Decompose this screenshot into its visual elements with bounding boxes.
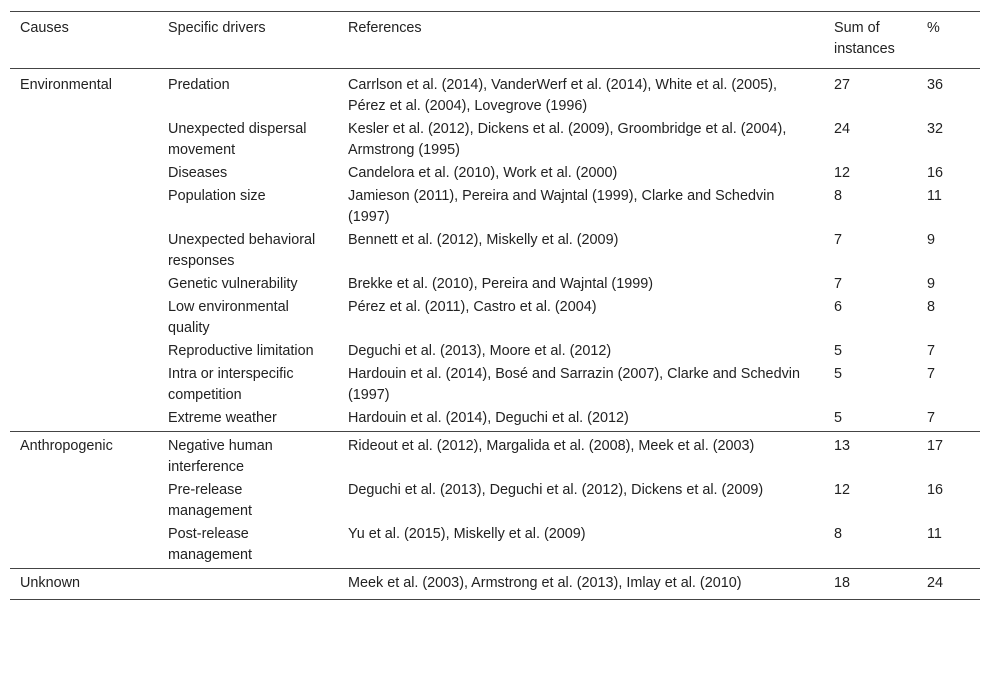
references-cell: Carrlson et al. (2014), VanderWerf et al. (2014), White et al. (2005), Pérez et al. (2004), Lovegrove (1996) xyxy=(348,77,777,114)
driver-cell: Extreme weather xyxy=(168,410,277,426)
percent-cell: 24 xyxy=(927,575,944,591)
table-row xyxy=(10,297,980,341)
sum-cell: 27 xyxy=(834,77,851,93)
driver-cell: Unexpected dispersal movement xyxy=(168,121,307,158)
references-cell: Pérez et al. (2011), Castro et al. (2004) xyxy=(348,299,597,315)
table-row xyxy=(10,69,980,120)
references-cell: Candelora et al. (2010), Work et al. (2000) xyxy=(348,165,618,181)
table-row xyxy=(10,186,980,230)
cause-cell xyxy=(10,480,158,524)
cause-cell xyxy=(10,297,158,341)
references-cell: Bennett et al. (2012), Miskelly et al. (2009) xyxy=(348,232,619,248)
driver-cell: Predation xyxy=(168,77,230,93)
sum-cell: 6 xyxy=(834,299,843,315)
references-cell: Hardouin et al. (2014), Bosé and Sarrazin (2007), Clarke and Schedvin (1997) xyxy=(348,366,800,403)
cause-cell xyxy=(10,274,158,297)
percent-cell: 7 xyxy=(927,410,936,426)
header-specific-drivers: Specific drivers xyxy=(168,20,266,36)
table-row xyxy=(10,569,980,600)
driver-cell: Diseases xyxy=(168,165,228,181)
sum-cell: 8 xyxy=(834,188,843,204)
percent-cell: 16 xyxy=(927,165,944,181)
driver-cell: Genetic vulnerability xyxy=(168,276,298,292)
driver-cell xyxy=(158,569,338,600)
table-row xyxy=(10,119,980,163)
cause-cell xyxy=(10,524,158,569)
percent-cell: 32 xyxy=(927,121,944,137)
table-row xyxy=(10,432,980,481)
cause-cell xyxy=(10,119,158,163)
header-causes: Causes xyxy=(20,20,69,36)
percent-cell: 8 xyxy=(927,299,936,315)
table-row xyxy=(10,364,980,408)
causes-table xyxy=(10,11,980,600)
sum-cell: 7 xyxy=(834,276,843,292)
table-row xyxy=(10,274,980,297)
driver-cell: Unexpected behavioral responses xyxy=(168,232,316,269)
percent-cell: 11 xyxy=(927,526,942,542)
references-cell: Hardouin et al. (2014), Deguchi et al. (2012) xyxy=(348,410,629,426)
table-row xyxy=(10,480,980,524)
percent-cell: 7 xyxy=(927,366,936,382)
cause-cell xyxy=(10,408,158,432)
header-references: References xyxy=(348,20,422,36)
references-cell: Kesler et al. (2012), Dickens et al. (2009), Groombridge et al. (2004), Armstrong (1995) xyxy=(348,121,787,158)
table-container xyxy=(10,11,980,600)
references-cell: Jamieson (2011), Pereira and Wajntal (1999), Clarke and Schedvin (1997) xyxy=(348,188,775,225)
sum-cell: 5 xyxy=(834,343,843,359)
percent-cell: 36 xyxy=(927,77,944,93)
sum-cell: 8 xyxy=(834,526,843,542)
percent-cell: 7 xyxy=(927,343,936,359)
driver-cell: Low environmental quality xyxy=(168,299,289,336)
cause-cell xyxy=(10,163,158,186)
table-row xyxy=(10,341,980,364)
table-row xyxy=(10,408,980,432)
sum-cell: 12 xyxy=(834,165,851,181)
header-row xyxy=(10,12,980,69)
references-cell: Rideout et al. (2012), Margalida et al. (2008), Meek et al. (2003) xyxy=(348,438,755,454)
driver-cell: Post-release management xyxy=(168,526,252,563)
table-row xyxy=(10,524,980,569)
percent-cell: 16 xyxy=(927,482,944,498)
cause-cell xyxy=(10,186,158,230)
driver-cell: Population size xyxy=(168,188,266,204)
sum-cell: 7 xyxy=(834,232,843,248)
driver-cell: Reproductive limitation xyxy=(168,343,314,359)
driver-cell: Negative human interference xyxy=(168,438,273,475)
cause-cell xyxy=(10,230,158,274)
header-percent: % xyxy=(927,20,940,36)
sum-cell: 18 xyxy=(834,575,851,591)
table-row xyxy=(10,163,980,186)
references-cell: Meek et al. (2003), Armstrong et al. (2013), Imlay et al. (2010) xyxy=(348,575,742,591)
cause-cell xyxy=(10,341,158,364)
driver-cell: Intra or interspecific competition xyxy=(168,366,294,403)
header-sum-of-instances: Sum of instances xyxy=(834,20,895,57)
percent-cell: 17 xyxy=(927,438,944,454)
sum-cell: 12 xyxy=(834,482,851,498)
sum-cell: 5 xyxy=(834,366,843,382)
sum-cell: 24 xyxy=(834,121,851,137)
table-row xyxy=(10,230,980,274)
percent-cell: 11 xyxy=(927,188,942,204)
cause-cell: Environmental xyxy=(20,77,112,93)
cause-cell: Unknown xyxy=(20,575,80,591)
references-cell: Deguchi et al. (2013), Deguchi et al. (2012), Dickens et al. (2009) xyxy=(348,482,764,498)
cause-cell xyxy=(10,364,158,408)
references-cell: Brekke et al. (2010), Pereira and Wajntal (1999) xyxy=(348,276,654,292)
references-cell: Deguchi et al. (2013), Moore et al. (2012) xyxy=(348,343,612,359)
sum-cell: 5 xyxy=(834,410,843,426)
cause-cell: Anthropogenic xyxy=(20,438,113,454)
references-cell: Yu et al. (2015), Miskelly et al. (2009) xyxy=(348,526,586,542)
sum-cell: 13 xyxy=(834,438,851,454)
percent-cell: 9 xyxy=(927,232,936,248)
driver-cell: Pre-release management xyxy=(168,482,252,519)
percent-cell: 9 xyxy=(927,276,936,292)
